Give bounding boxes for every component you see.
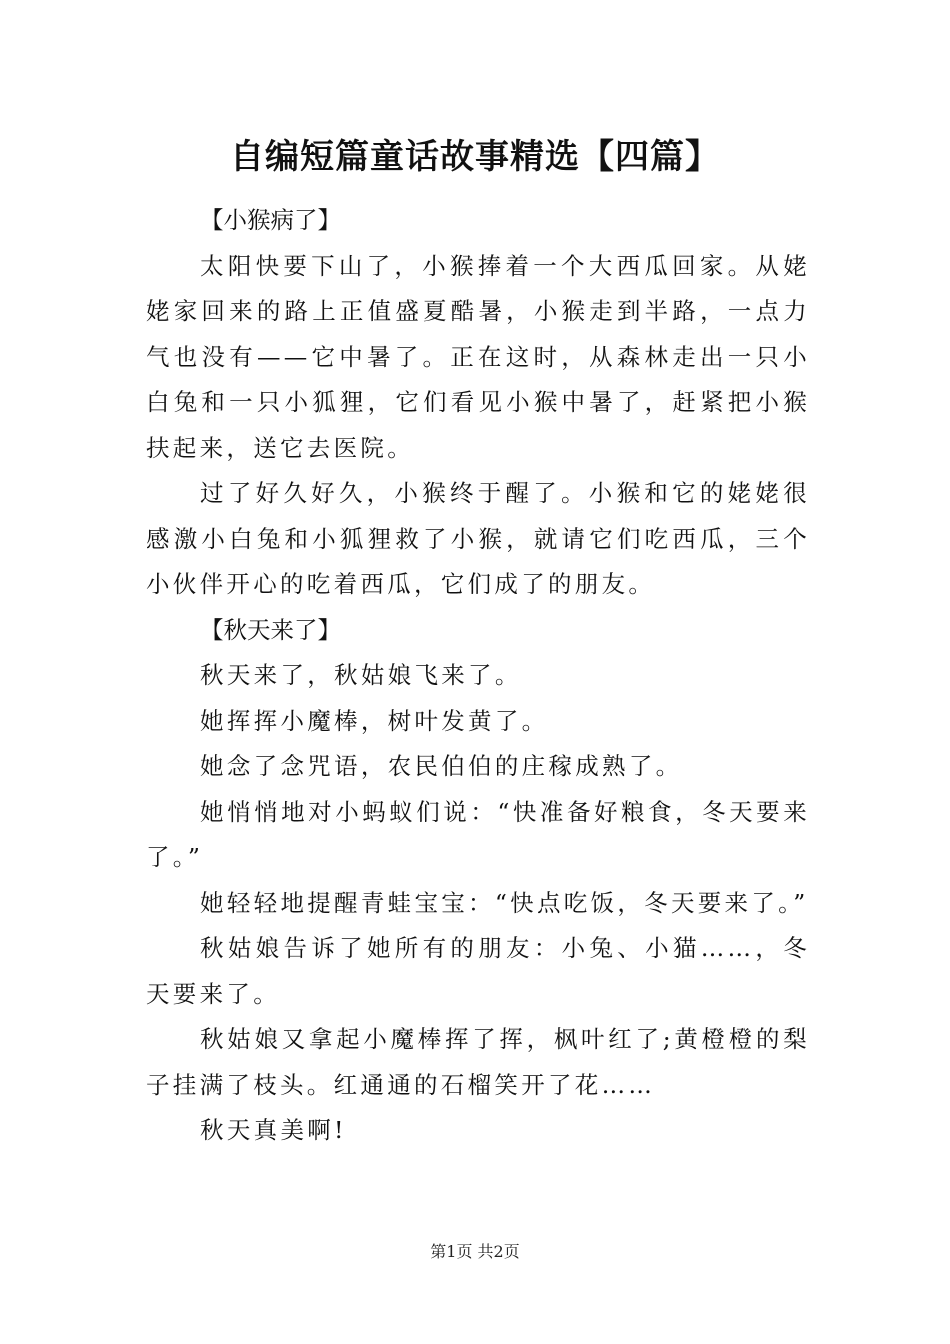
paragraph: 她挥挥小魔棒，树叶发黄了。 xyxy=(200,706,549,735)
paragraph: 她念了念咒语，农民伯伯的庄稼成熟了。 xyxy=(200,752,683,780)
paragraph: 秋姑娘告诉了她所有的朋友：小兔、小猫……，冬天要来了。 xyxy=(146,934,810,1008)
paragraph: 秋姑娘又拿起小魔棒挥了挥，枫叶红了;黄橙橙的梨子挂满了枝头。红通通的石榴笑开了花…… xyxy=(146,1025,810,1099)
paragraph: 过了好久好久，小猴终于醒了。小猴和它的姥姥很感激小白兔和小狐狸救了小猴，就请它们吃西瓜，三个小伙伴开心的吃着西瓜，它们成了的朋友。 xyxy=(146,479,810,598)
document-body xyxy=(146,198,810,1154)
paragraph: 秋天来了，秋姑娘飞来了。 xyxy=(200,661,522,689)
paragraph: 太阳快要下山了，小猴捧着一个大西瓜回家。从姥姥家回来的路上正值盛夏酷暑，小猴走到半路，一点力气也没有——它中暑了。正在这时，从森林走出一只小白兔和一只小狐狸，它们看见小猴中暑了，赶紧把小猴扶起来，送它去医院。 xyxy=(146,251,810,462)
paragraph: 秋天真美啊! xyxy=(200,1116,347,1144)
paragraph: 她悄悄地对小蚂蚁们说：“快准备好粮食，冬天要来了。” xyxy=(146,797,810,871)
paragraph: 她轻轻地提醒青蛙宝宝：“快点吃饭，冬天要来了。” xyxy=(200,888,809,917)
section-heading-autumn: 【秋天来了】 xyxy=(200,615,342,644)
page-title: 自编短篇童话故事精选【四篇】 xyxy=(230,137,720,177)
page-number-footer: 第1页 共2页 xyxy=(430,1242,520,1261)
section-heading-little-monkey: 【小猴病了】 xyxy=(200,206,342,234)
